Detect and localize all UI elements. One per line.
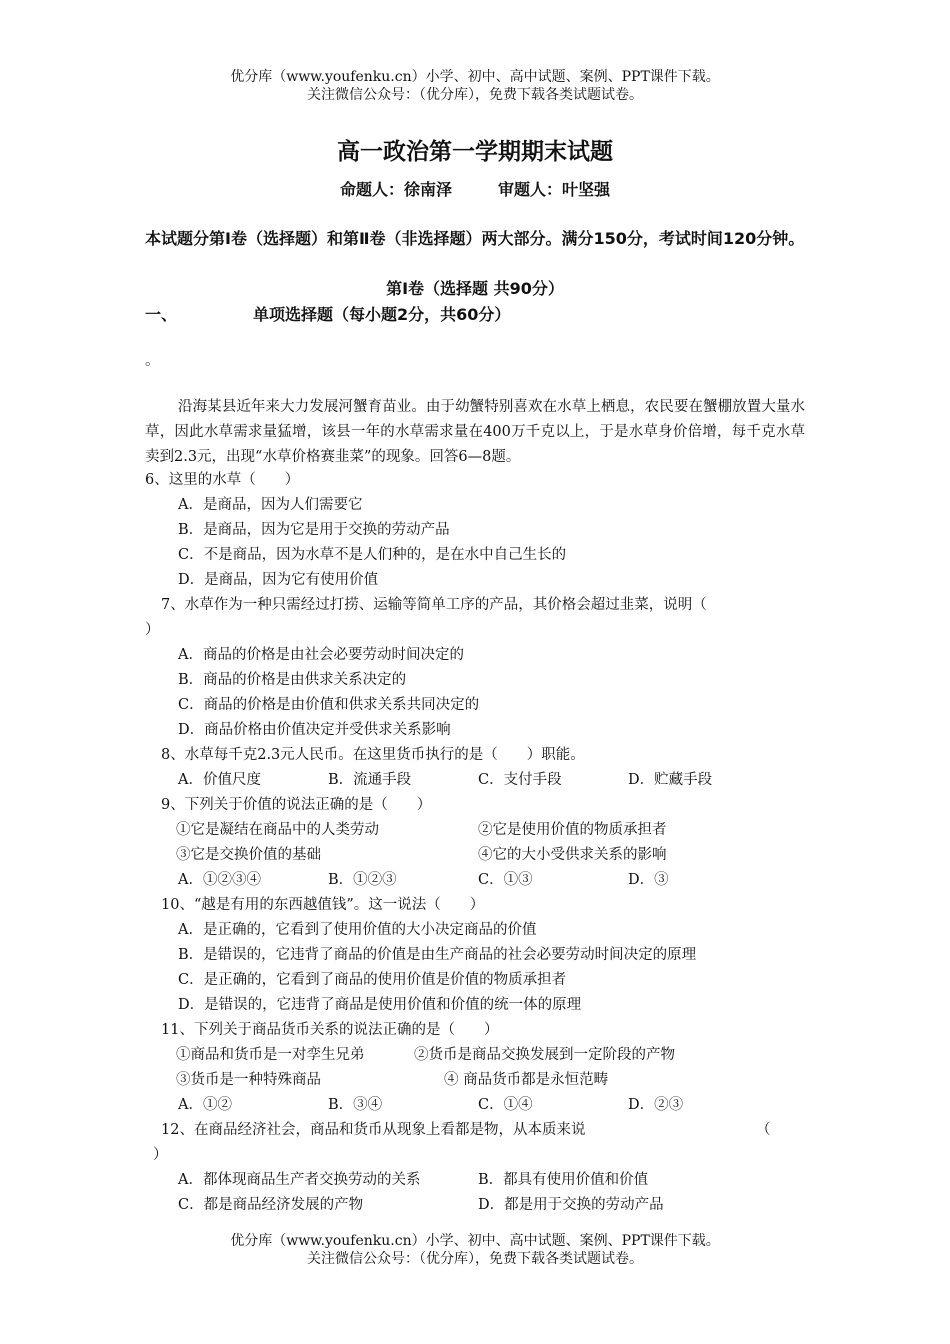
q8-option-a: A．价值尺度	[178, 772, 261, 788]
q6-option-b: B．是商品，因为它是用于交换的劳动产品	[178, 522, 450, 538]
q9-option-a: A．①②③④	[178, 872, 261, 888]
setter: 命题人：徐南泽	[339, 180, 452, 199]
q8-option-b: B．流通手段	[328, 772, 412, 788]
section-number: 一、	[145, 305, 178, 324]
q6-option-c: C．不是商品，因为水草不是人们种的，是在水中自己生长的	[178, 547, 567, 563]
q11-option-c: C．①④	[478, 1097, 533, 1113]
page-title: 高一政治第一学期期末试题	[337, 139, 613, 165]
q8-option-d: D．贮藏手段	[628, 772, 713, 788]
q11-option-a: A．①②	[178, 1097, 232, 1113]
header-line-1: 优分库（www.youfenku.cn）小学、初中、高中试题、案例、PPT课件下载。	[230, 69, 720, 85]
q6-option-a: A．是商品，因为人们需要它	[178, 497, 363, 513]
q7-option-a: A．商品的价格是由社会必要劳动时间决定的	[178, 647, 464, 663]
section-heading	[145, 302, 510, 325]
q7-option-b: B．商品的价格是由供求关系决定的	[178, 672, 407, 688]
q7-option-d: D．商品价格由价值决定并受供求关系影响	[178, 722, 451, 738]
q8-stem: 8、水草每千克2.3元人民币。在这里货币执行的是（ ）职能。	[161, 747, 585, 763]
q6-option-d: D．是商品，因为它有使用价值	[178, 572, 379, 588]
q12-option-c: C．都是商品经济发展的产物	[178, 1197, 364, 1213]
q9-option-c: C．①③	[478, 872, 533, 888]
q10-option-a: A．是正确的，它看到了使用价值的大小决定商品的价值	[178, 922, 537, 938]
q10-option-d: D．是错误的，它违背了商品是使用价值和价值的统一体的原理	[178, 997, 582, 1013]
q11-option-d: D．②③	[628, 1097, 684, 1113]
q11-statement-3: ③货币是一种特殊商品	[176, 1072, 321, 1088]
q10-option-b: B．是错误的，它违背了商品的价值是由生产商品的社会必要劳动时间决定的原理	[178, 947, 697, 963]
q11-statement-4: ④ 商品货币都是永恒范畴	[444, 1072, 609, 1088]
q10-stem: 10、“越是有用的东西越值钱”。这一说法（ ）	[161, 897, 485, 913]
q11-option-b: B．③④	[328, 1097, 383, 1113]
q6-stem: 6、这里的水草（ ）	[145, 472, 300, 488]
q12-option-a: A．都体现商品生产者交换劳动的关系	[178, 1172, 421, 1188]
volume-title: 第Ⅰ卷（选择题 共90分）	[386, 279, 564, 298]
stray-mark: 。	[145, 353, 160, 369]
footer-line-1: 优分库（www.youfenku.cn）小学、初中、高中试题、案例、PPT课件下载。	[230, 1233, 720, 1249]
q7-stem: 7、水草作为一种只需经过打捞、运输等简单工序的产品，其价格会超过韭菜，说明（	[161, 597, 707, 613]
q9-statement-1: ①它是凝结在商品中的人类劳动	[176, 822, 379, 838]
q9-option-b: B．①②③	[328, 872, 397, 888]
intro-text: 本试题分第Ⅰ卷（选择题）和第Ⅱ卷（非选择题）两大部分。满分150分，考试时间120分钟。	[145, 229, 805, 248]
q12-stem: 12、在商品经济社会，商品和货币从现象上看都是物，从本质来说	[161, 1122, 586, 1138]
q9-statement-2: ②它是使用价值的物质承担者	[478, 822, 667, 838]
section-title: 单项选择题（每小题2分，共60分）	[253, 305, 511, 324]
q11-statement-1: ①商品和货币是一对孪生兄弟	[176, 1047, 365, 1063]
authors-line	[0, 177, 950, 200]
q8-option-c: C．支付手段	[478, 772, 562, 788]
q12-paren-open: （	[756, 1122, 771, 1138]
reviewer: 审题人：叶坚强	[498, 180, 611, 199]
q9-option-d: D．③	[628, 872, 669, 888]
q10-option-c: C．是正确的，它看到了商品的使用价值是价值的物质承担者	[178, 972, 567, 988]
q12-option-d: D．都是用于交换的劳动产品	[478, 1197, 664, 1213]
q7-stem-end: ）	[145, 622, 160, 638]
q12-paren-close: ）	[153, 1147, 168, 1163]
q11-stem: 11、下列关于商品货币关系的说法正确的是（ ）	[161, 1022, 499, 1038]
header-line-2: 关注微信公众号：（优分库），免费下载各类试题试卷。	[307, 87, 643, 103]
q9-statement-4: ④它的大小受供求关系的影响	[478, 847, 667, 863]
q12-option-b: B．都具有使用价值和价值	[478, 1172, 649, 1188]
q11-statement-2: ②货币是商品交换发展到一定阶段的产物	[414, 1047, 675, 1063]
q9-stem: 9、下列关于价值的说法正确的是（ ）	[161, 797, 432, 813]
passage: 沿海某县近年来大力发展河蟹育苗业。由于幼蟹特别喜欢在水草上栖息，农民要在蟹棚放置大量水草，因此水草需求量猛增，该县一年的水草需求量在400万千克以上，于是水草身价倍增，每千克水草卖到2.3元，出现“水草价格赛韭菜”的现象。回答6—8题。	[145, 399, 805, 465]
q7-option-c: C．商品的价格是由价值和供求关系共同决定的	[178, 697, 480, 713]
footer-line-2: 关注微信公众号：（优分库），免费下载各类试题试卷。	[307, 1251, 643, 1267]
q9-statement-3: ③它是交换价值的基础	[176, 847, 321, 863]
